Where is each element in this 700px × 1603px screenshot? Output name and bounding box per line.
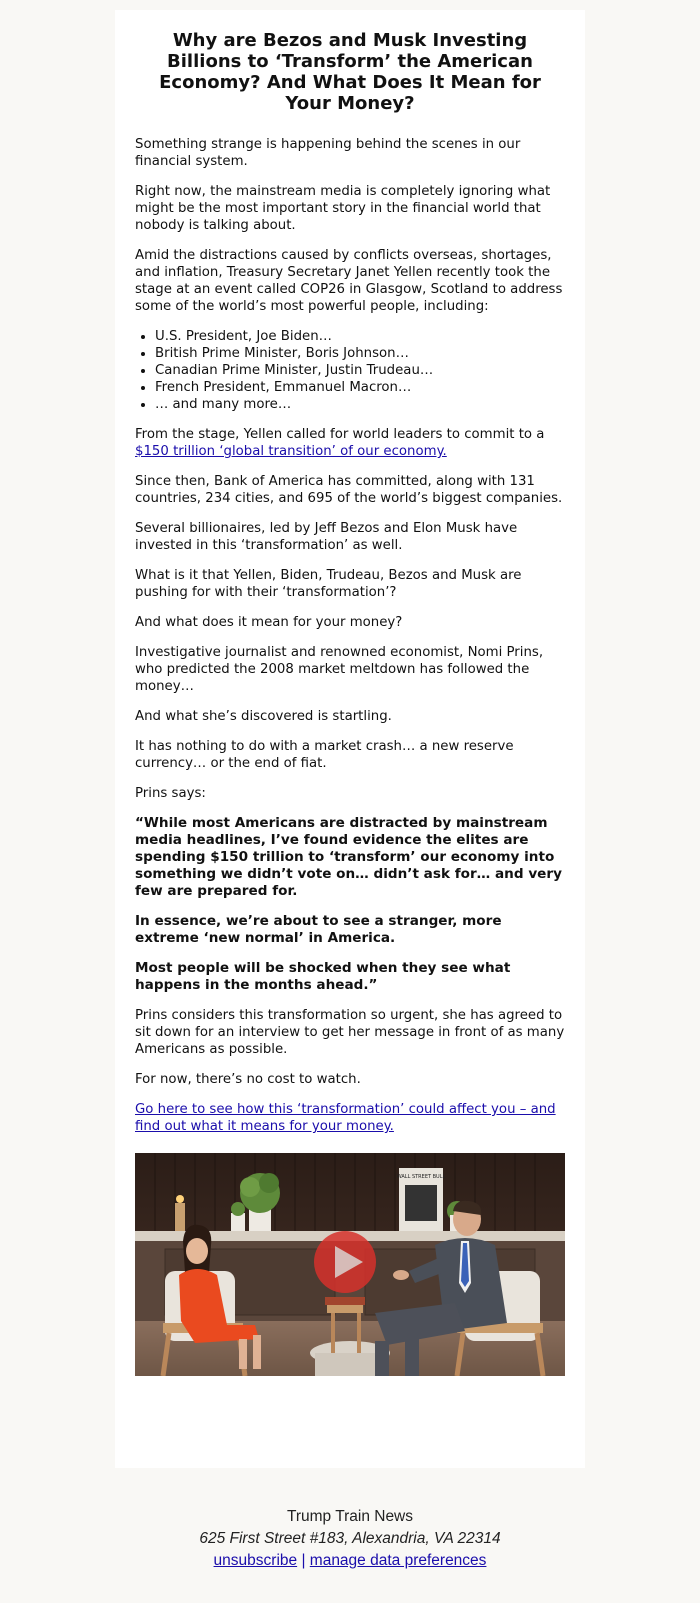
- quote-2: In essence, we’re about to see a stranger, more extreme ‘new normal’ in America.: [135, 913, 502, 946]
- article-body: [135, 30, 565, 1376]
- transition-link[interactable]: $150 trillion ‘global transition’ of our economy.: [135, 444, 447, 459]
- footer-separator: |: [301, 1552, 306, 1569]
- paragraph-2: Right now, the mainstream media is completely ignoring what might be the most important story in the financial world that nobody is talking about.: [135, 184, 551, 233]
- video-thumbnail[interactable]: [135, 1153, 565, 1376]
- list-item: • French President, Emmanuel Macron…: [155, 379, 565, 396]
- paragraph-14: For now, there’s no cost to watch.: [135, 1072, 361, 1087]
- cta-paragraph: [135, 1101, 565, 1135]
- paragraph-5: Since then, Bank of America has committed, along with 131 countries, 234 cities, and 695 of the world’s biggest companies.: [135, 474, 563, 506]
- footer-links: [0, 1550, 700, 1572]
- interview-scene-image: [135, 1153, 565, 1376]
- paragraph-3: Amid the distractions caused by conflicts overseas, shortages, and inflation, Treasury Secretary Janet Yellen recently took the stage at an event called COP26 in Glasgow, Scotland to address some of the world’s most powerful people, including:: [135, 248, 563, 314]
- quote-3: Most people will be shocked when they see what happens in the months ahead.”: [135, 960, 511, 993]
- list-item: • Canadian Prime Minister, Justin Trudeau…: [155, 362, 565, 379]
- footer-address: 625 First Street #183, Alexandria, VA 22314: [199, 1530, 501, 1547]
- paragraph-7: What is it that Yellen, Biden, Trudeau, Bezos and Musk are pushing for with their ‘transformation’?: [135, 568, 522, 600]
- footer-org-name: Trump Train News: [286, 1508, 414, 1525]
- paragraph-8: And what does it mean for your money?: [135, 615, 403, 630]
- article-title: Why are Bezos and Musk Investing Billions to ‘Transform’ the American Economy? And What Does It Mean for Your Money?: [159, 30, 541, 114]
- list-item: • U.S. President, Joe Biden…: [155, 328, 565, 345]
- paragraph-13: Prins considers this transformation so urgent, she has agreed to sit down for an interview to get her message in front of as many Americans as possible.: [135, 1008, 565, 1057]
- email-card: [115, 10, 585, 1468]
- paragraph-1: Something strange is happening behind the scenes in our financial system.: [135, 137, 521, 169]
- book-title: WALL STREET BULL: [396, 1174, 446, 1180]
- paragraph-12: Prins says:: [135, 786, 206, 801]
- quote-1: “While most Americans are distracted by mainstream media headlines, I’ve found evidence the elites are spending $150 trillion to ‘transform’ our economy into something we didn’t vote on… didn’t ask for… and very few are prepared for.: [135, 815, 562, 899]
- leaders-list: [135, 328, 565, 413]
- cta-link[interactable]: Go here to see how this ‘transformation’ could affect you – and find out what it means for your money.: [135, 1102, 556, 1134]
- email-footer: [0, 1506, 700, 1572]
- paragraph-10: And what she’s discovered is startling.: [135, 709, 392, 724]
- paragraph-4-text: From the stage, Yellen called for world leaders to commit to a: [135, 427, 545, 442]
- unsubscribe-link[interactable]: unsubscribe: [213, 1552, 298, 1569]
- paragraph-11: It has nothing to do with a market crash… a new reserve currency… or the end of fiat.: [135, 739, 514, 771]
- paragraph-4: [135, 426, 565, 460]
- play-button[interactable]: [314, 1231, 376, 1293]
- list-item: • British Prime Minister, Boris Johnson…: [155, 345, 565, 362]
- paragraph-6: Several billionaires, led by Jeff Bezos and Elon Musk have invested in this ‘transformation’ as well.: [135, 521, 518, 553]
- paragraph-9: Investigative journalist and renowned economist, Nomi Prins, who predicted the 2008 market meltdown has followed the money…: [135, 645, 544, 694]
- manage-preferences-link[interactable]: manage data preferences: [309, 1552, 487, 1569]
- list-item: • … and many more…: [155, 396, 565, 413]
